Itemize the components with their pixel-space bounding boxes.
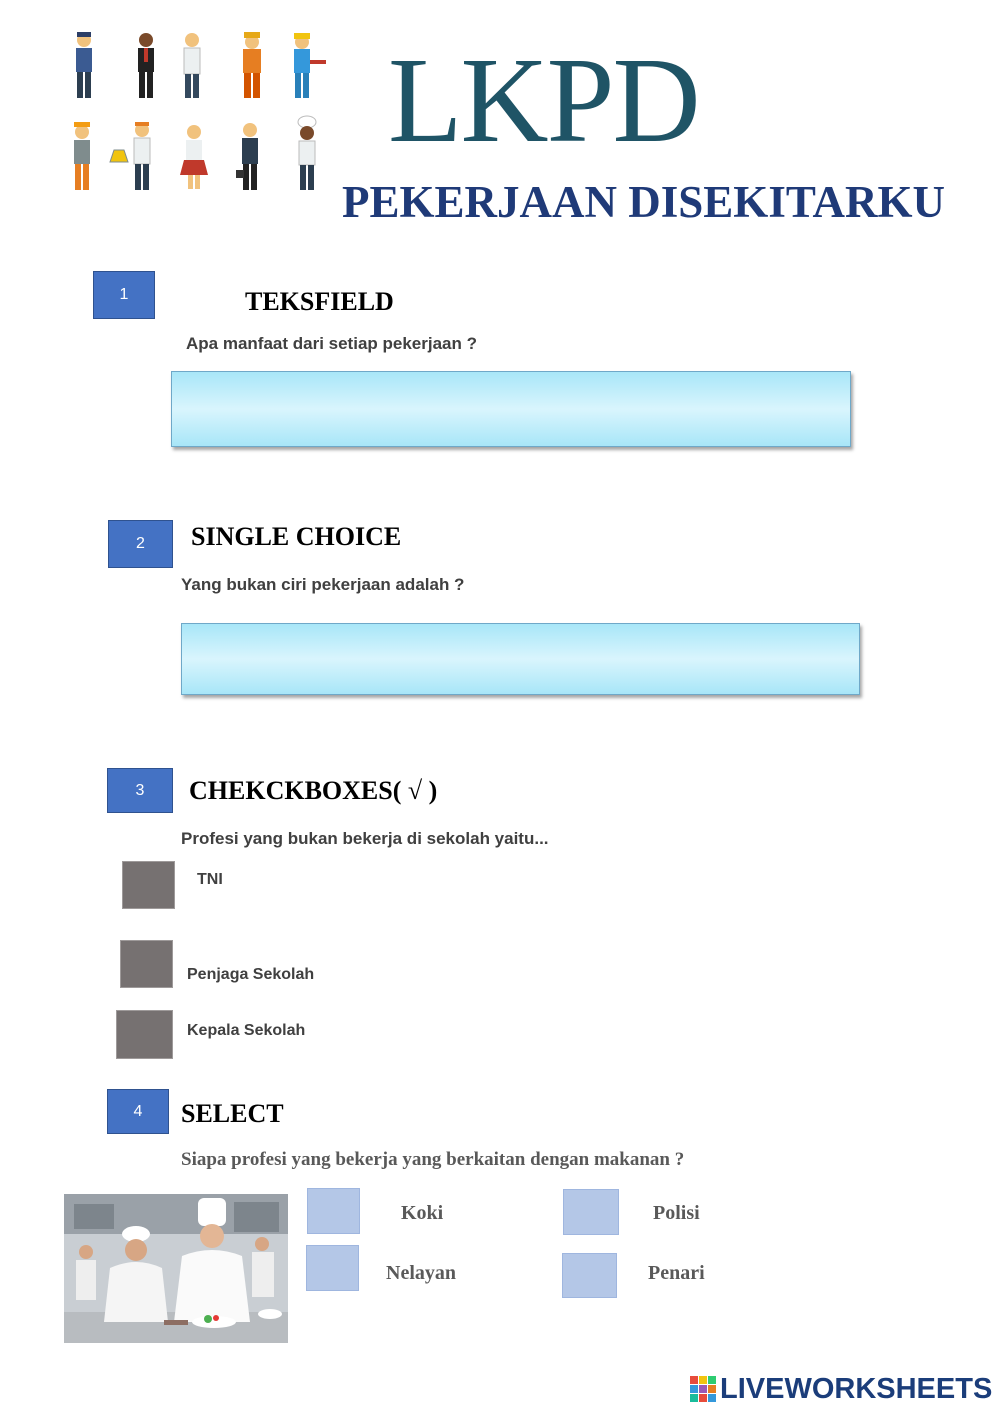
checkbox-label-penjaga-sekolah: Penjaga Sekolah <box>187 966 315 983</box>
section-3-question: Profesi yang bukan bekerja di sekolah yaitu... <box>181 829 549 848</box>
select-box-koki[interactable] <box>307 1188 360 1234</box>
section-4-question: Siapa profesi yang bekerja yang berkaitan dengan makanan ? <box>181 1149 685 1170</box>
section-2-question: Yang bukan ciri pekerjaan adalah ? <box>181 575 465 594</box>
farmer-figure <box>74 122 90 190</box>
select-label-nelayan: Nelayan <box>386 1262 456 1284</box>
checkbox-label-tni: TNI <box>197 871 223 888</box>
firefighter-figure <box>243 32 261 98</box>
lawyer-figure <box>236 123 258 190</box>
checkbox-kepala-sekolah[interactable] <box>116 1010 173 1059</box>
section-1-question: Apa manfaat dari setiap pekerjaan ? <box>186 334 477 353</box>
chefs-kitchen-photo <box>64 1194 288 1343</box>
checkbox-label-kepala-sekolah: Kepala Sekolah <box>187 1022 306 1039</box>
select-box-penari[interactable] <box>562 1253 617 1298</box>
checkbox-tni[interactable] <box>122 861 175 909</box>
select-label-polisi: Polisi <box>653 1202 700 1224</box>
checkbox-penjaga-sekolah[interactable] <box>120 940 173 988</box>
footer-brand-text: LIVEWORKSHEETS <box>720 1372 993 1405</box>
section-3-title: CHEKCKBOXES( √ ) <box>189 776 438 805</box>
chef-figure <box>298 116 316 190</box>
police-officer-figure <box>76 32 92 98</box>
scientist-figure <box>110 122 150 190</box>
painter-figure <box>180 125 208 189</box>
page-subtitle: PEKERJAAN DISEKITARKU <box>342 177 945 227</box>
section-3-badge: 3 <box>107 768 173 813</box>
select-label-penari: Penari <box>648 1262 705 1284</box>
section-2-badge: 2 <box>108 520 173 568</box>
professions-illustration <box>62 30 337 200</box>
mechanic-figure <box>294 33 326 98</box>
select-label-koki: Koki <box>401 1202 444 1224</box>
section-1-badge: 1 <box>93 271 155 319</box>
businessman-figure <box>138 33 154 98</box>
section-1-title: TEKSFIELD <box>245 287 394 316</box>
single-choice-answer-field[interactable] <box>181 623 860 695</box>
section-4-title: SELECT <box>181 1099 284 1128</box>
liveworksheets-logo-icon <box>690 1376 716 1402</box>
section-2-title: SINGLE CHOICE <box>191 522 402 551</box>
doctor-figure <box>184 33 200 98</box>
footer-brand <box>690 1372 992 1406</box>
section-4-badge: 4 <box>107 1089 169 1134</box>
text-answer-field[interactable] <box>171 371 851 447</box>
select-box-nelayan[interactable] <box>306 1245 359 1291</box>
page-title: LKPD <box>388 33 699 168</box>
select-box-polisi[interactable] <box>563 1189 619 1235</box>
